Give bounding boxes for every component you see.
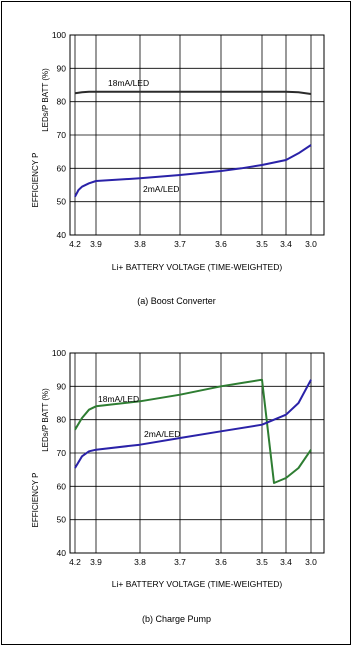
y-tick-label: 50 — [56, 514, 66, 525]
x-tick-label: 3.7 — [174, 239, 186, 249]
caption-charge-pump: (b) Charge Pump — [141, 614, 212, 624]
x-tick-label: 3.0 — [305, 557, 317, 567]
x-tick-label: 3.5 — [256, 557, 268, 567]
y-axis-label-right: LEDs/P BATT (%) — [41, 68, 50, 132]
caption-boost-converter: (a) Boost Converter — [137, 296, 216, 306]
x-tick-label: 3.4 — [280, 239, 292, 249]
y-tick-label: 90 — [56, 63, 66, 74]
x-tick-label: 3.6 — [215, 557, 227, 567]
x-tick-label: 3.8 — [134, 239, 146, 249]
x-tick-label: 3.4 — [280, 557, 292, 567]
series-label: 2mA/LED — [143, 184, 180, 194]
series-label: 2mA/LED — [144, 429, 181, 439]
y-tick-label: 40 — [56, 548, 66, 558]
y-tick-label: 80 — [56, 414, 66, 425]
x-tick-label: 3.8 — [134, 557, 146, 567]
y-tick-label: 100 — [51, 348, 66, 358]
x-axis-label: Li+ BATTERY VOLTAGE (TIME-WEIGHTED) — [111, 579, 283, 589]
y-tick-label: 70 — [56, 130, 66, 140]
y-axis-label-right: LEDs/P BATT (%) — [41, 388, 50, 452]
x-tick-label: 3.7 — [174, 557, 186, 567]
x-axis-label: Li+ BATTERY VOLTAGE (TIME-WEIGHTED) — [111, 262, 283, 272]
series-label: 18mA/LED — [108, 78, 150, 88]
y-tick-label: 100 — [51, 30, 66, 40]
y-tick-label: 40 — [56, 230, 66, 240]
y-tick-label: 70 — [56, 448, 66, 458]
x-tick-label: 4.2 — [69, 239, 81, 249]
y-tick-label: 80 — [56, 96, 66, 107]
y-tick-label: 50 — [56, 196, 66, 207]
y-tick-label: 60 — [56, 163, 66, 174]
series-label: 18mA/LED — [98, 394, 140, 404]
y-axis-label-left: EFFICIENCY P — [31, 152, 40, 208]
y-axis-label-left: EFFICIENCY P — [31, 472, 40, 528]
y-tick-label: 60 — [56, 481, 66, 492]
x-tick-label: 3.5 — [256, 239, 268, 249]
y-tick-label: 90 — [56, 381, 66, 392]
x-tick-label: 3.0 — [305, 239, 317, 249]
x-tick-label: 3.9 — [90, 239, 102, 249]
x-tick-label: 3.6 — [215, 239, 227, 249]
x-tick-label: 3.9 — [90, 557, 102, 567]
x-tick-label: 4.2 — [69, 557, 81, 567]
